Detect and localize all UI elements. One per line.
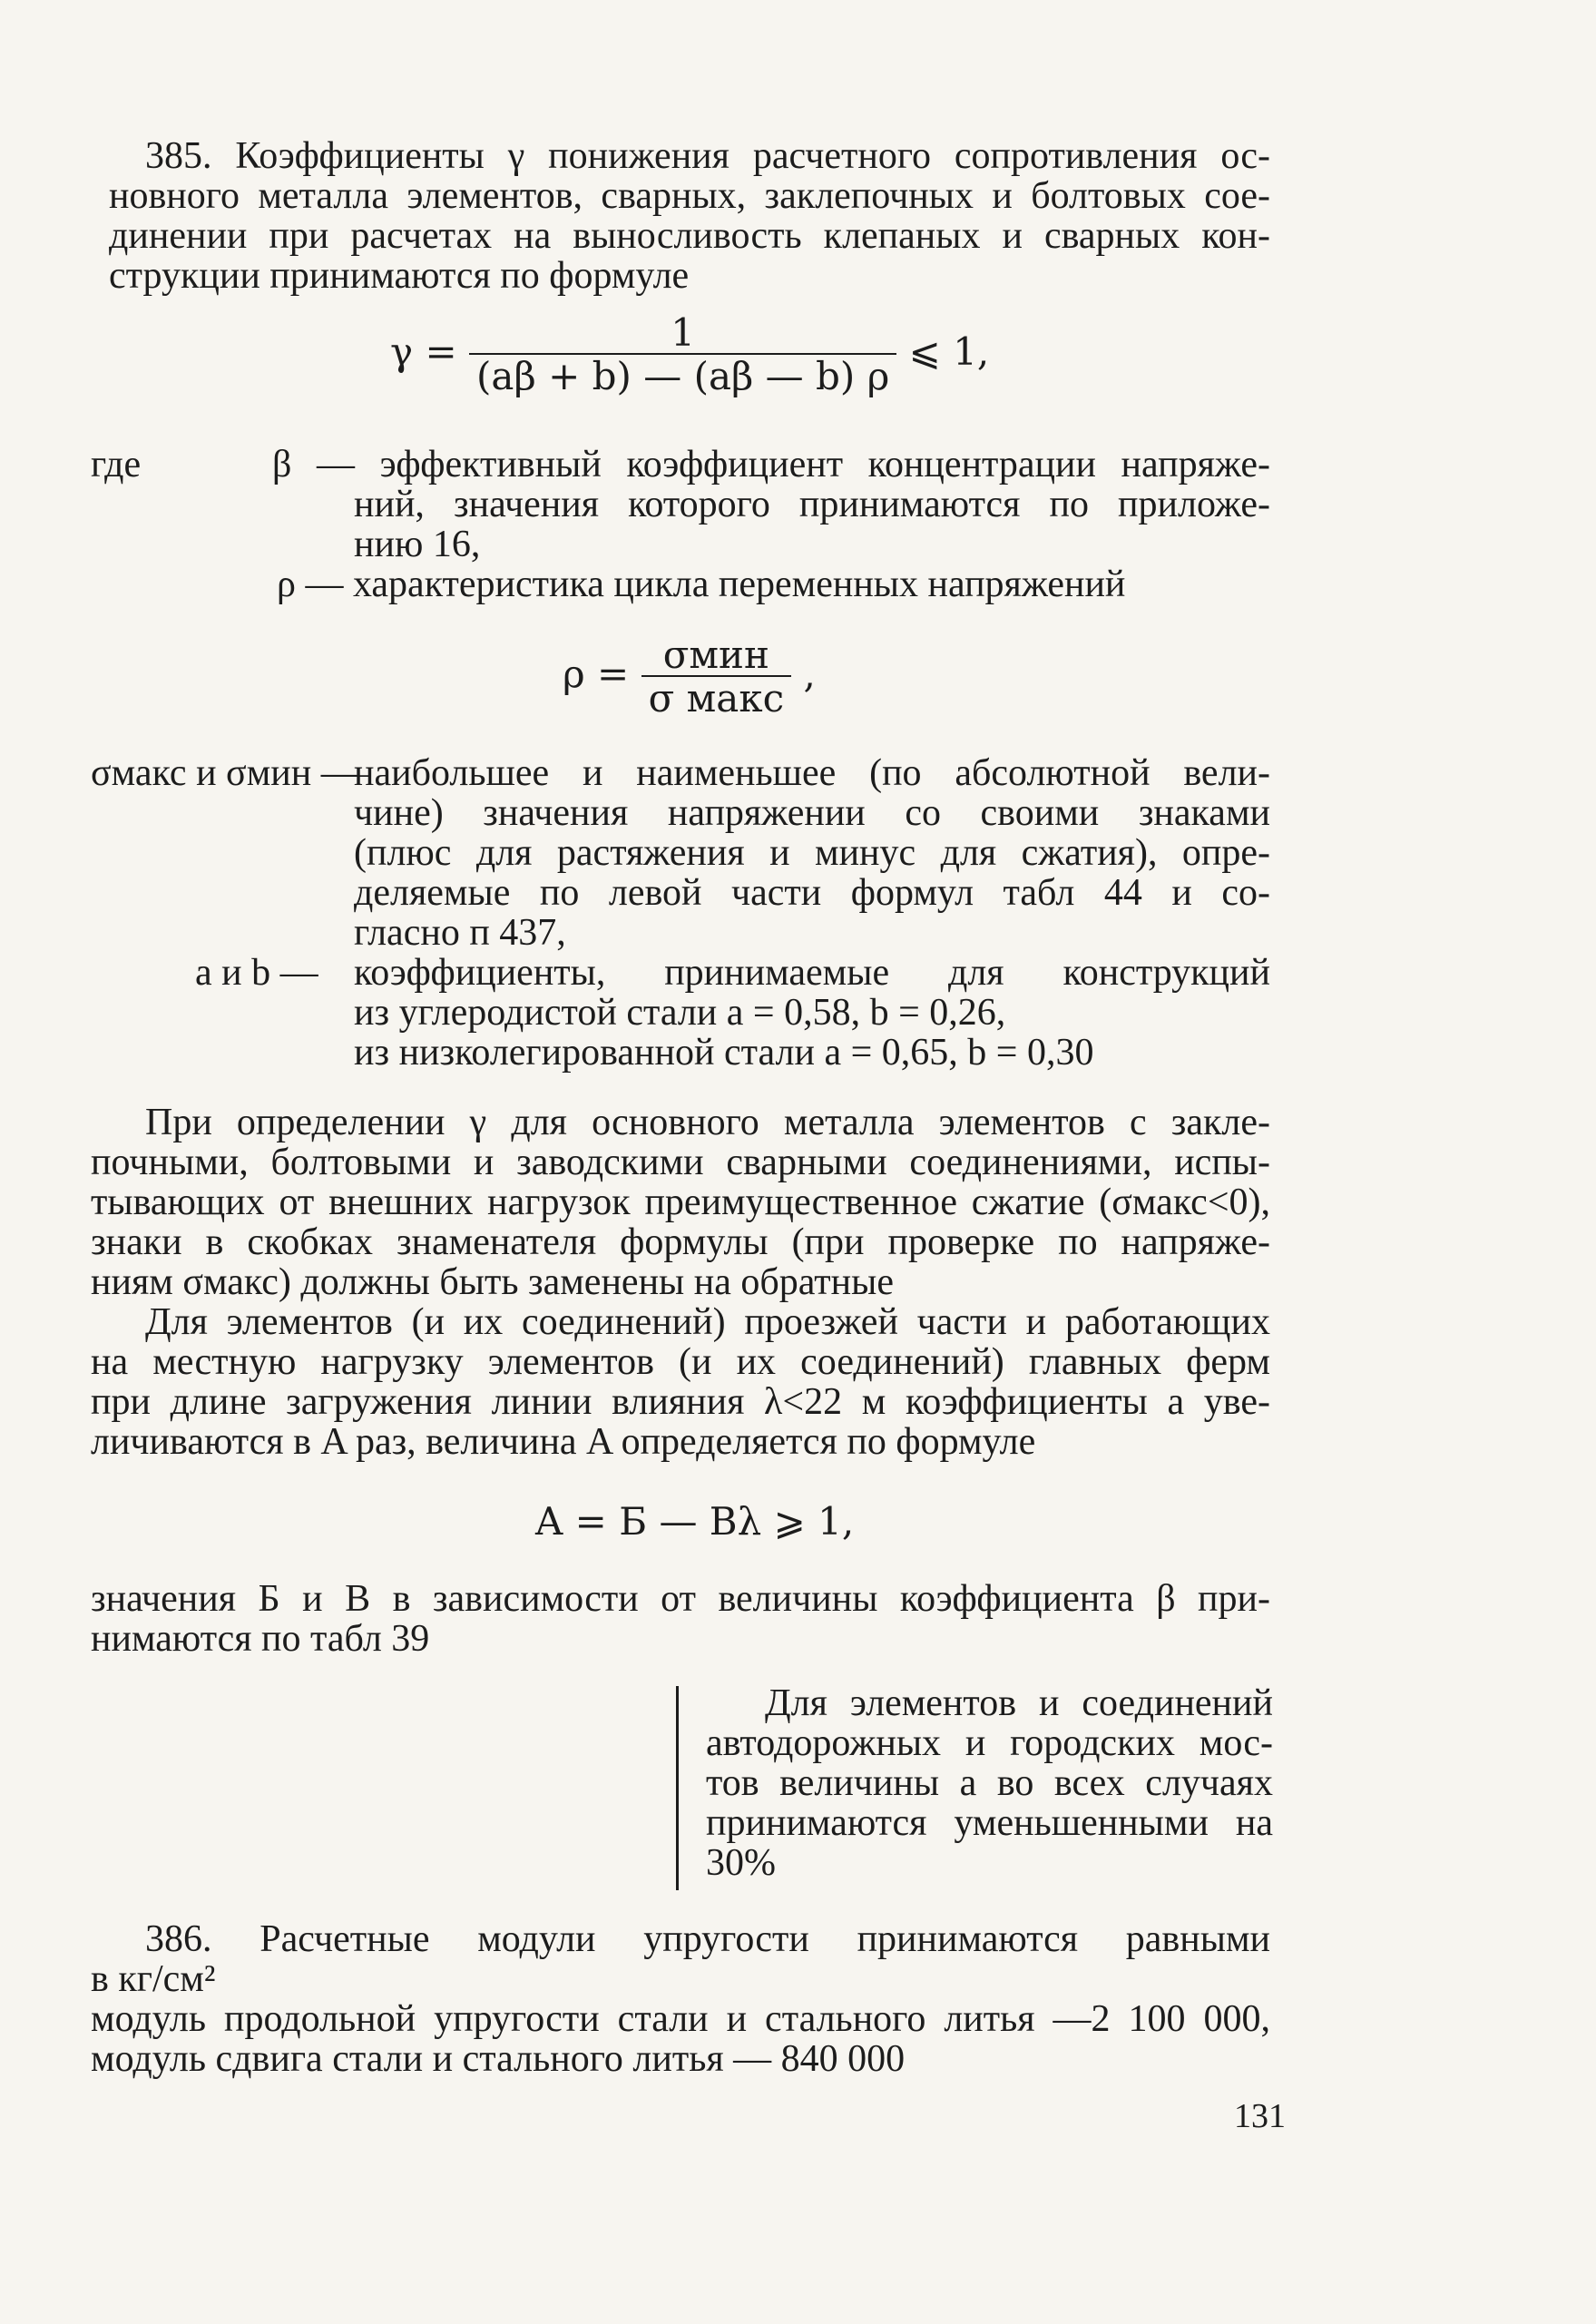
paragraph-386 [91, 1919, 1270, 2079]
text-line: нимаются по табл 39 [91, 1618, 430, 1660]
definition-term: β — [272, 444, 355, 485]
definition-text: эффективный коэффициент концентрации напряже- [379, 444, 1270, 485]
definition-line: гласно п 437, [354, 912, 566, 954]
paragraph-385 [109, 136, 1270, 296]
text-line: в кг/см² [91, 1958, 216, 2000]
definition-sigma-text [354, 753, 1270, 953]
definition-line: чине) значения напряжении со своими знаками [354, 792, 1270, 834]
text-line: знаки в скобках знаменателя формулы (при проверке по напряже- [91, 1221, 1270, 1263]
side-note-line: 30% [706, 1842, 776, 1884]
side-note-line: принимаются уменьшенными на [706, 1802, 1273, 1844]
paragraph-compression [91, 1103, 1270, 1302]
definition-line: коэффициенты, принимаемые для конструкций [354, 952, 1270, 994]
formula-fraction [469, 310, 896, 398]
definition-line: (плюс для растяжения и минус для сжатия), опре- [354, 832, 1270, 874]
text-line: тывающих от внешних нагрузок преимущественное сжатие (σмакс<0), [91, 1182, 1270, 1223]
definition-term: ρ — [277, 564, 344, 605]
formula-rho [563, 632, 816, 721]
text-line: при длине загружения линии влияния λ<22 м коэффициенты a уве- [91, 1381, 1270, 1423]
formula-numerator: σмин [662, 632, 770, 677]
definition-line [272, 445, 1270, 485]
formula-rhs: , [803, 652, 816, 696]
definition-text: характеристика цикла переменных напряжений [352, 564, 1126, 605]
text-line: личиваются в A раз, величина A определяется по формуле [91, 1421, 1036, 1463]
formula-rhs: ⩽ 1, [908, 329, 990, 374]
side-note-bar [676, 1686, 679, 1890]
text-line: модуль продольной упругости стали и стального литья —2 100 000, [91, 1998, 1270, 2040]
definition-rho [277, 564, 1275, 604]
formula-numerator: 1 [671, 310, 696, 355]
side-note-line: тов величины a во всех случаях [706, 1762, 1273, 1804]
text-line: 386. Расчетные модули упругости принимаются равными [145, 1918, 1270, 1960]
definition-ab-text [354, 953, 1270, 1073]
formula-fraction [641, 632, 792, 721]
definition-line: нию 16, [354, 524, 481, 565]
text-line: 385. Коэффициенты γ понижения расчетного сопротивления ос- [145, 135, 1270, 177]
side-note [706, 1683, 1273, 1883]
text-line: новного металла элементов, сварных, заклепочных и болтовых сое- [109, 175, 1270, 217]
definition-term: σмакс и σмин — [91, 752, 359, 794]
definition-term: a и b — [195, 952, 318, 994]
text-line: модуль сдвига стали и стального литья — 840 000 [91, 2038, 906, 2080]
definition-beta [272, 445, 1270, 564]
text-line: При определении γ для основного металла элементов с закле- [145, 1102, 1270, 1143]
page-number: 131 [1234, 2097, 1286, 2135]
where-label: где [91, 444, 142, 485]
definition-line: деляемые по левой части формул табл 44 и со- [354, 872, 1270, 914]
paragraph-deck-elements [91, 1302, 1270, 1462]
paragraph-table-ref [91, 1579, 1270, 1659]
text-line: на местную нагрузку элементов (и их соединений) главных ферм [91, 1341, 1270, 1383]
formula-gamma [390, 310, 990, 398]
text-line: почными, болтовыми и заводскими сварными соединениями, испы- [91, 1142, 1270, 1183]
definition-line: из низколегированной стали a = 0,65, b = 0,30 [354, 1032, 1094, 1074]
text-line: значения Б и В в зависимости от величины коэффициента β при- [91, 1578, 1270, 1620]
text-line: струкции принимаются по формуле [109, 255, 690, 297]
definition-sigma [91, 753, 359, 793]
text-line: Для элементов (и их соединений) проезжей части и работающих [145, 1301, 1270, 1343]
formula-lhs: ρ = [563, 652, 630, 696]
side-note-line: автодорожных и городских мос- [706, 1722, 1273, 1764]
definition-line: ний, значения которого принимаются по приложе- [354, 484, 1270, 525]
formula-lhs: γ = [390, 329, 457, 374]
definition-line: наибольшее и наименьшее (по абсолютной вели- [354, 752, 1270, 794]
formula-a: A = Б — Вλ ⩾ 1, [535, 1499, 855, 1544]
text-line: ниям σмакс) должны быть заменены на обратные [91, 1261, 894, 1303]
formula-denominator: (aβ + b) — (aβ — b) ρ [469, 353, 896, 397]
formula-denominator: σ макс [641, 675, 792, 719]
side-note-line: Для элементов и соединений [765, 1682, 1273, 1724]
definition-ab [195, 953, 318, 993]
text-line: динении при расчетах на выносливость клепаных и сварных кон- [109, 215, 1270, 257]
definition-line: из углеродистой стали a = 0,58, b = 0,26, [354, 992, 1006, 1034]
